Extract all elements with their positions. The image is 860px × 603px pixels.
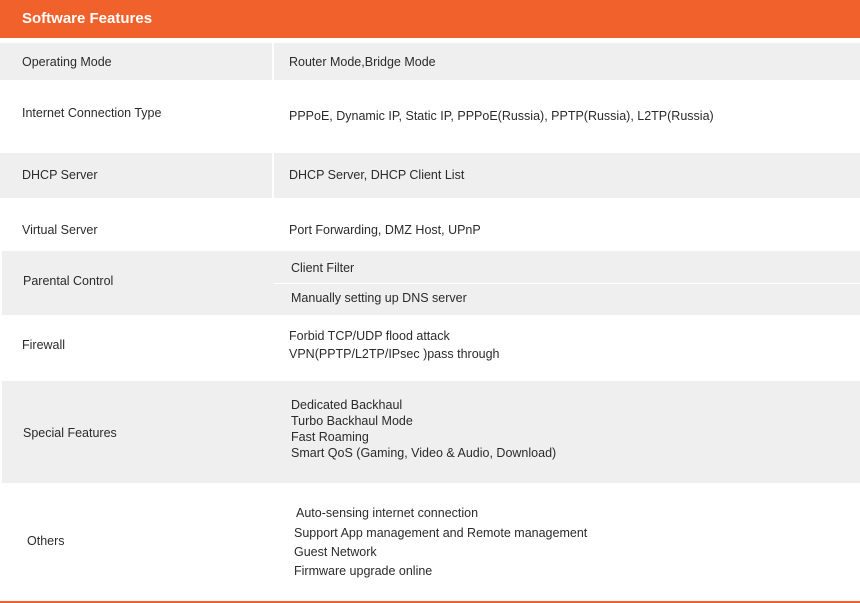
row-value-cell xyxy=(274,43,860,80)
row-label-cell xyxy=(0,153,272,198)
row-label: Virtual Server xyxy=(22,223,98,237)
row-value-cell xyxy=(274,381,860,483)
row-label: Others xyxy=(27,534,65,548)
table-title: Software Features xyxy=(22,10,153,27)
row-value-line: VPN(PPTP/L2TP/IPsec )pass through xyxy=(289,347,500,361)
row-value-cell xyxy=(274,153,860,198)
row-label-cell xyxy=(0,315,272,381)
row-value-line: Auto-sensing internet connection xyxy=(296,506,479,520)
row-label-cell xyxy=(2,251,274,315)
row-value-cell xyxy=(274,483,860,598)
row-label: DHCP Server xyxy=(22,168,98,182)
row-value-line: Fast Roaming xyxy=(291,430,369,444)
row-value-line: Smart QoS (Gaming, Video & Audio, Download) xyxy=(291,446,557,460)
row-value-cell xyxy=(274,198,860,250)
row-value-line: Dedicated Backhaul xyxy=(291,398,403,412)
row-label: Special Features xyxy=(23,426,117,440)
row-value: DHCP Server, DHCP Client List xyxy=(289,168,465,182)
row-value-cell xyxy=(274,80,860,153)
row-label-cell xyxy=(0,80,272,153)
table-row-special-features xyxy=(0,381,860,483)
row-label: Operating Mode xyxy=(22,55,112,69)
row-value-line: Client Filter xyxy=(291,261,355,275)
table-header xyxy=(0,0,860,38)
row-label: Parental Control xyxy=(23,274,114,288)
row-value-cell xyxy=(274,315,860,381)
row-value-line: Firmware upgrade online xyxy=(294,564,433,578)
row-value-line: Manually setting up DNS server xyxy=(291,291,467,305)
row-label-cell xyxy=(0,483,272,598)
row-label-cell xyxy=(0,198,272,250)
table-row-dhcp-server xyxy=(0,153,860,198)
row-label: Firewall xyxy=(22,338,66,352)
row-label: Internet Connection Type xyxy=(22,106,162,120)
row-value-line: Forbid TCP/UDP flood attack xyxy=(289,329,450,343)
row-value: Router Mode,Bridge Mode xyxy=(289,55,436,69)
row-divider xyxy=(274,283,860,284)
row-value-line: Turbo Backhaul Mode xyxy=(291,414,413,428)
row-value-line: Support App management and Remote management xyxy=(294,526,588,540)
row-value: PPPoE, Dynamic IP, Static IP, PPPoE(Russia), PPTP(Russia), L2TP(Russia) xyxy=(289,109,714,123)
row-value: Port Forwarding, DMZ Host, UPnP xyxy=(289,223,481,237)
table-row-firewall xyxy=(0,315,860,381)
table-row-operating-mode xyxy=(0,43,860,80)
row-value-line: Guest Network xyxy=(294,545,377,559)
table-row-others xyxy=(0,483,860,598)
row-label-cell xyxy=(0,43,272,80)
row-label-cell xyxy=(2,381,274,483)
table-row-virtual-server xyxy=(0,198,860,250)
table-row-internet-connection-type xyxy=(0,80,860,153)
